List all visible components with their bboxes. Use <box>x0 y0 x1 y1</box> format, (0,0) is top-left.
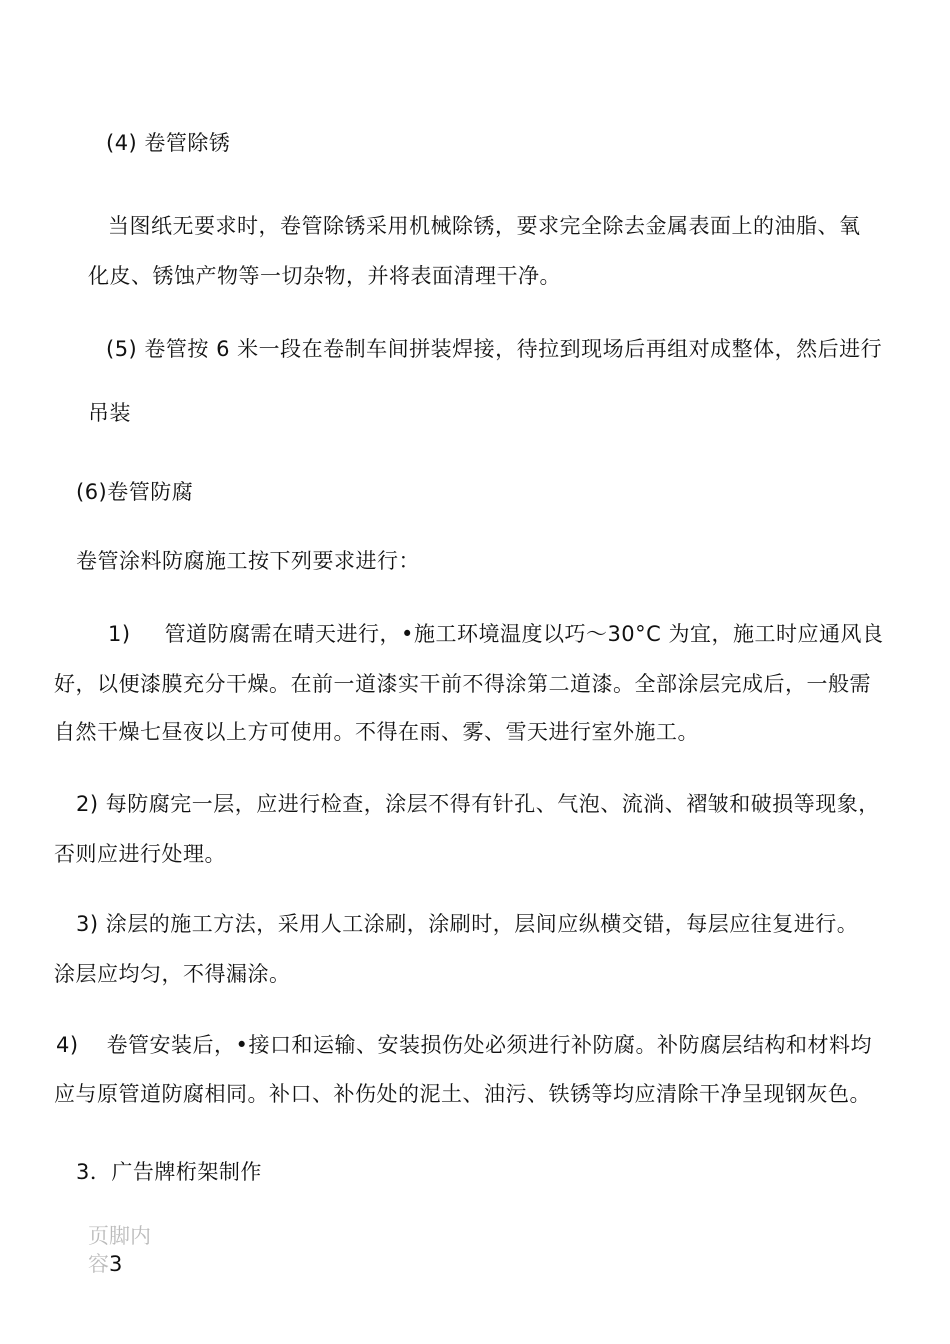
paragraph-anticorrosion-intro: 卷管涂料防腐施工按下列要求进行： <box>76 549 420 573</box>
list-item-4-text: 卷管安装后，•接口和运输、安装损伤处必须进行补防腐。补防腐层结构和材料均 <box>106 1033 872 1057</box>
list-item-3-line-2: 涂层应均匀，不得漏涂。 <box>54 962 291 986</box>
footer-label-line-1: 页脚内 <box>88 1224 151 1248</box>
heading-rust-removal: (4) 卷管除锈 <box>106 131 231 155</box>
list-item-1-line-2: 好，以便漆膜充分干燥。在前一道漆实干前不得涂第二道漆。全部涂层完成后，一般需 <box>54 672 871 696</box>
heading-billboard-truss: 3．广告牌桁架制作 <box>76 1160 262 1184</box>
footer-label-line-2 <box>88 1250 168 1278</box>
list-item-1-text: 管道防腐需在晴天进行，•施工环境温度以巧〜30°C 为宜，施工时应通风良 <box>164 622 884 646</box>
page-footer <box>88 1222 168 1278</box>
list-item-2-line-2: 否则应进行处理。 <box>54 842 226 866</box>
list-item-1-line-3: 自然干燥七昼夜以上方可使用。不得在雨、雾、雪天进行室外施工。 <box>54 720 699 744</box>
paragraph-rust-removal-line-1: 当图纸无要求时，卷管除锈采用机械除锈，要求完全除去金属表面上的油脂、氧 <box>108 214 861 238</box>
list-item-1-line-1 <box>108 620 884 648</box>
paragraph-rust-removal-line-2: 化皮、锈蚀产物等一切杂物，并将表面清理干净。 <box>88 264 561 288</box>
paragraph-pipe-assembly-line-2: 吊装 <box>88 401 131 425</box>
list-item-1-number: 1) <box>108 622 131 646</box>
footer-label-text: 容 <box>88 1252 109 1276</box>
list-item-4-number: 4) <box>56 1033 79 1057</box>
list-item-4-line-1 <box>56 1031 872 1059</box>
page-number: 3 <box>109 1252 123 1276</box>
list-item-4-line-2: 应与原管道防腐相同。补口、补伤处的泥土、油污、铁锈等均应清除干净呈现钢灰色。 <box>54 1082 871 1106</box>
paragraph-pipe-assembly-line-1: (5) 卷管按 6 米一段在卷制车间拼装焊接，待拉到现场后再组对成整体，然后进行 <box>106 337 883 361</box>
heading-anticorrosion: (6)卷管防腐 <box>76 480 194 504</box>
list-item-2-line-1: 2) 每防腐完一层，应进行检查，涂层不得有针孔、气泡、流淌、褶皱和破损等现象， <box>76 792 880 816</box>
list-item-3-line-1: 3) 涂层的施工方法，采用人工涂刷，涂刷时，层间应纵横交错，每层应往复进行。 <box>76 912 859 936</box>
